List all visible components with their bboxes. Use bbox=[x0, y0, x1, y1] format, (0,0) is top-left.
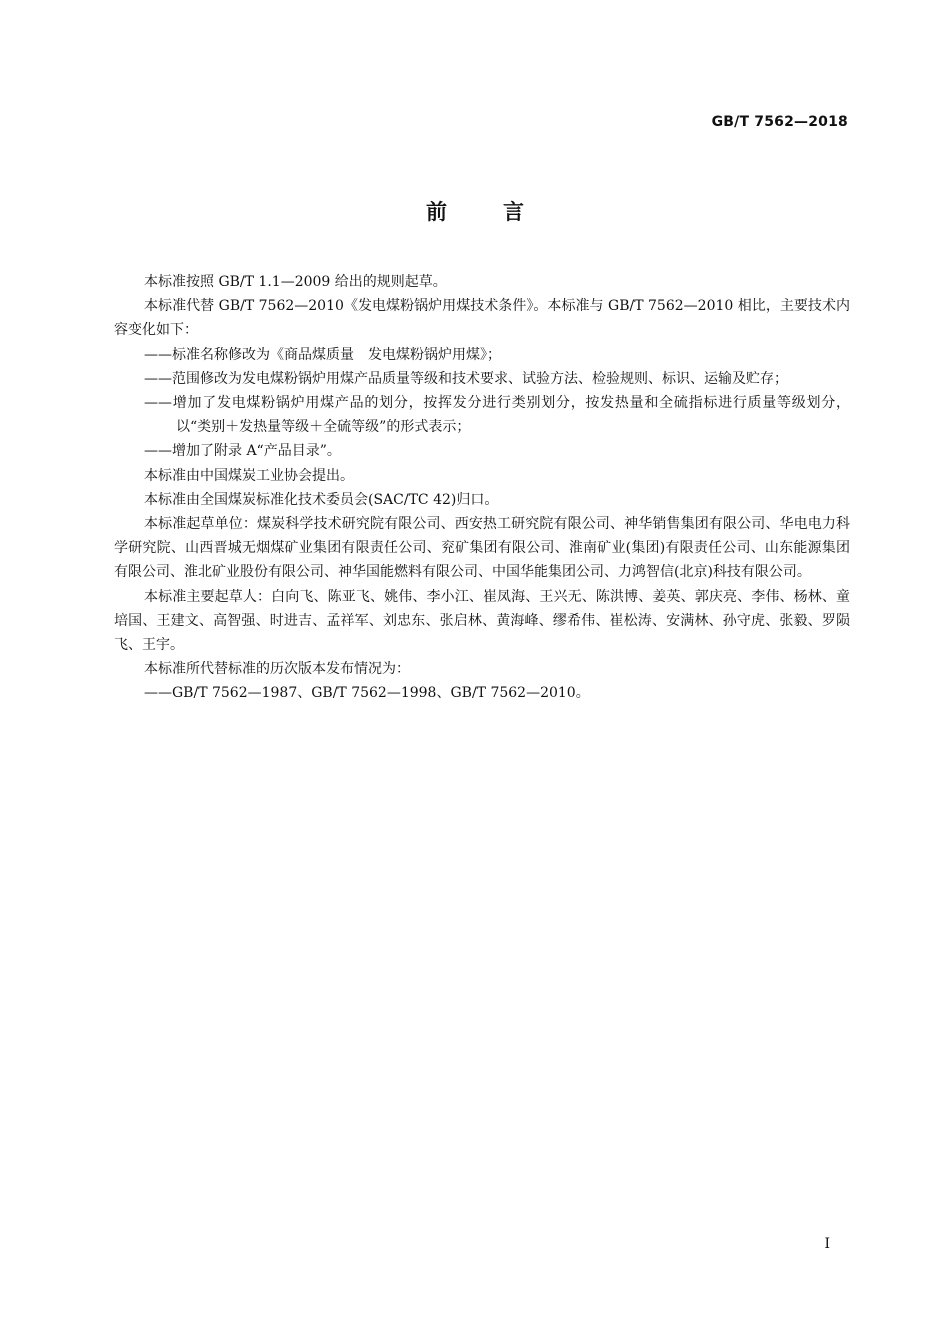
standard-number: GB/T 7562—2018 bbox=[711, 114, 848, 130]
paragraph-drafting-units: 本标准起草单位：煤炭科学技术研究院有限公司、西安热工研究院有限公司、神华销售集团有限公司、华电电力科学研究院、山西晋城无烟煤矿业集团有限责任公司、兖矿集团有限公司、淮南矿业(集团)有限责任公司、山东能源集团有限公司、淮北矿业股份有限公司、神华国能燃料有限公司、中国华能集团公司、力鸿智信(北京)科技有限公司。 bbox=[114, 516, 850, 581]
paragraph-history-list: ——GB/T 7562—1987、GB/T 7562—1998、GB/T 7562—2010。 bbox=[144, 685, 590, 702]
document-body bbox=[114, 270, 850, 706]
list-item-appendix: ——增加了附录 A“产品目录”。 bbox=[144, 443, 341, 460]
list-item-classification: ——增加了发电煤粉锅炉用煤产品的划分，按挥发分进行类别划分，按发热量和全硫指标进行质量等级划分，以“类别＋发热量等级＋全硫等级”的形式表示； bbox=[144, 395, 850, 436]
paragraph-history-intro: 本标准所代替标准的历次版本发布情况为： bbox=[144, 661, 410, 678]
paragraph-committee: 本标准由全国煤炭标准化技术委员会(SAC/TC 42)归口。 bbox=[144, 491, 499, 508]
paragraph-replacement: 本标准代替 GB/T 7562—2010《发电煤粉锅炉用煤技术条件》。本标准与 GB/T 7562—2010 相比，主要技术内容变化如下： bbox=[114, 298, 850, 339]
paragraph-drafting-rules: 本标准按照 GB/T 1.1—2009 给出的规则起草。 bbox=[144, 274, 447, 290]
paragraph-proposer: 本标准由中国煤炭工业协会提出。 bbox=[144, 467, 354, 484]
list-item-title-change: ——标准名称修改为《商品煤质量 发电煤粉锅炉用煤》； bbox=[144, 346, 501, 363]
list-item-scope-change: ——范围修改为发电煤粉锅炉用煤产品质量等级和技术要求、试验方法、检验规则、标识、运输及贮存； bbox=[144, 370, 788, 387]
page-number: I bbox=[824, 1236, 830, 1252]
page-title: 前言 bbox=[426, 200, 580, 224]
paragraph-drafters: 本标准主要起草人：白向飞、陈亚飞、姚伟、李小江、崔凤海、王兴无、陈洪博、姜英、郭庆亮、李伟、杨林、童培国、王建文、高智强、时进吉、孟祥军、刘忠东、张启林、黄海峰、缪希伟、崔松涛、安满林、孙守虎、张毅、罗陨飞、王宇。 bbox=[114, 588, 850, 654]
